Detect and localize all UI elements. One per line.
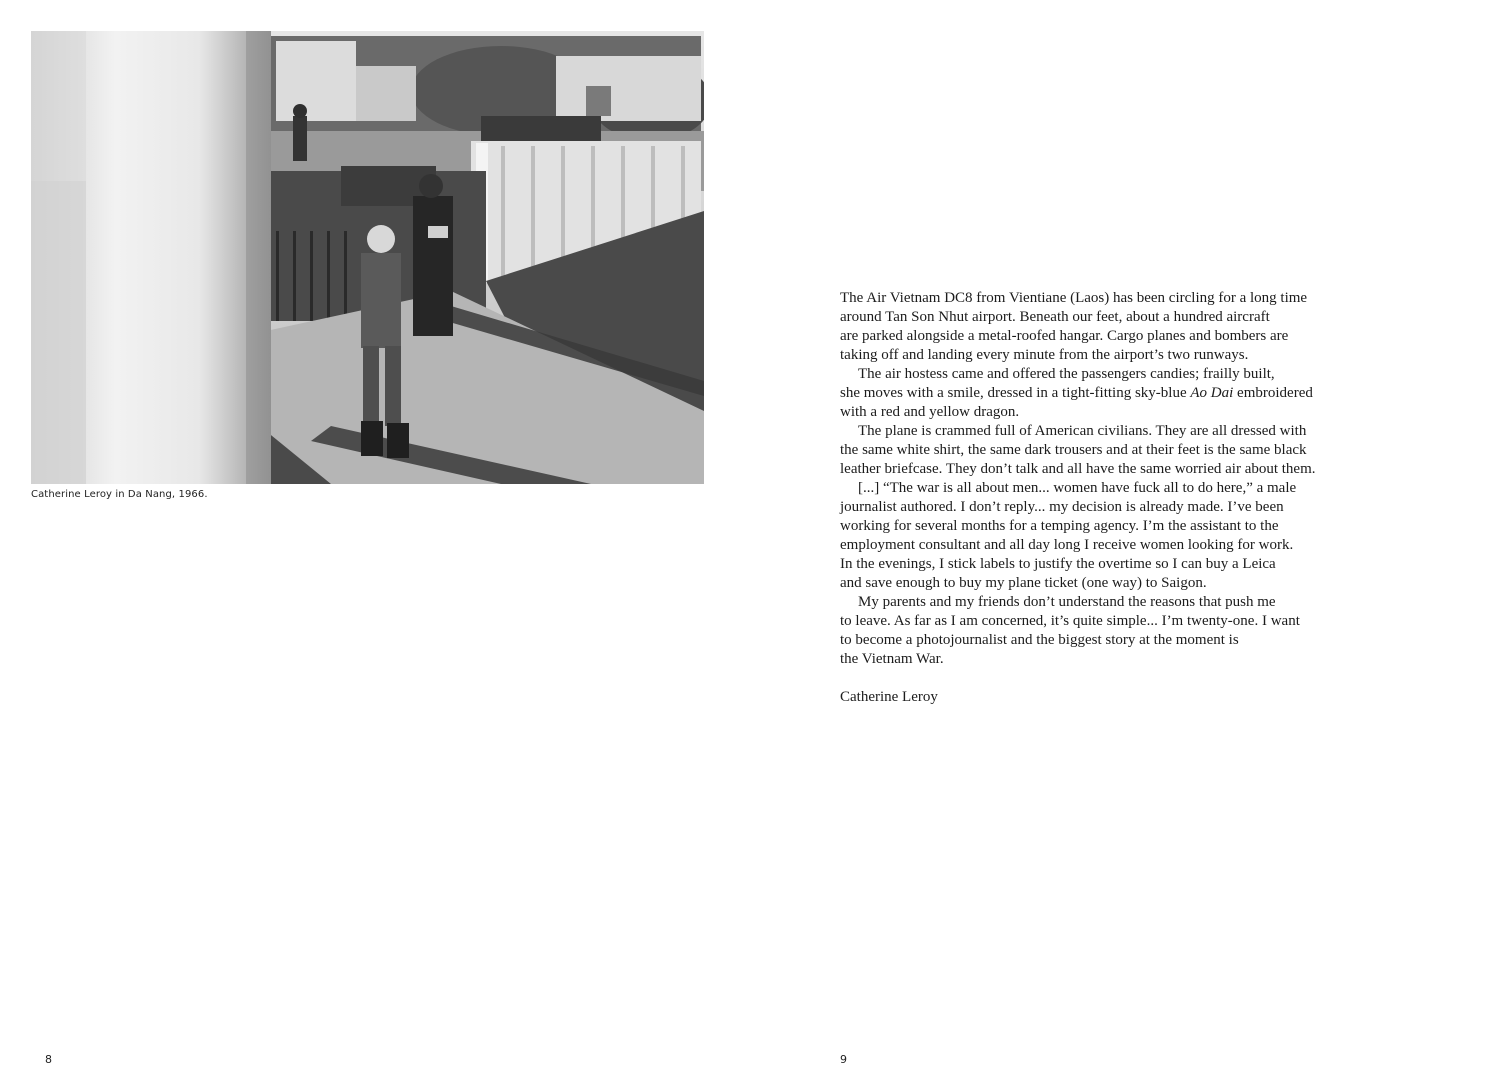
paragraph-3 [840, 422, 1400, 479]
text-line: The plane is crammed full of American civilians. They are all dressed with [858, 423, 1307, 439]
paragraph-2 [840, 365, 1400, 422]
photo-caption: Catherine Leroy in Da Nang, 1966. [31, 489, 208, 500]
text-line: leather briefcase. They don’t talk and all have the same worried air about them. [840, 461, 1316, 477]
text-line: In the evenings, I stick labels to justify the overtime so I can buy a Leica [840, 556, 1276, 572]
text-line: the same white shirt, the same dark trousers and at their feet is the same black [840, 442, 1307, 458]
text-line: My parents and my friends don’t understand the reasons that push me [858, 594, 1276, 610]
text-line: to leave. As far as I am concerned, it’s quite simple... I’m twenty-one. I want [840, 613, 1300, 629]
right-page [750, 0, 1500, 1090]
text-line: working for several months for a temping agency. I’m the assistant to the [840, 518, 1279, 534]
text-line: The air hostess came and offered the passengers candies; frailly built, [858, 366, 1275, 382]
text-line: with a red and yellow dragon. [840, 404, 1020, 420]
photo-icon [31, 31, 704, 484]
page-number-right: 9 [840, 1053, 847, 1066]
text-line: the Vietnam War. [840, 651, 944, 667]
text-line: are parked alongside a metal-roofed hangar. Cargo planes and bombers are [840, 328, 1289, 344]
text-run: she moves with a smile, dressed in a tight-fitting sky-blue [840, 385, 1191, 401]
text-line: The Air Vietnam DC8 from Vientiane (Laos) has been circling for a long time [840, 290, 1308, 306]
paragraph-1 [840, 289, 1400, 365]
text-line: around Tan Son Nhut airport. Beneath our feet, about a hundred aircraft [840, 309, 1270, 325]
text-line: taking off and landing every minute from the airport’s two runways. [840, 347, 1249, 363]
signature: Catherine Leroy [840, 689, 938, 705]
text-line: to become a photojournalist and the biggest story at the moment is [840, 632, 1239, 648]
text-line: and save enough to buy my plane ticket (one way) to Saigon. [840, 575, 1207, 591]
text-line: employment consultant and all day long I receive women looking for work. [840, 537, 1294, 553]
text-line [840, 384, 1400, 403]
page-number-left: 8 [45, 1053, 52, 1066]
italic-term: Ao Dai [1190, 385, 1234, 401]
text-line: journalist authored. I don’t reply... my decision is already made. I’ve been [840, 499, 1284, 515]
text-line: [...] “The war is all about men... women have fuck all to do here,” a male [858, 480, 1297, 496]
body-text [840, 289, 1400, 707]
paragraph-4 [840, 479, 1400, 593]
photograph [31, 31, 704, 484]
paragraph-5 [840, 593, 1400, 669]
text-run: embroidered [1233, 385, 1313, 401]
